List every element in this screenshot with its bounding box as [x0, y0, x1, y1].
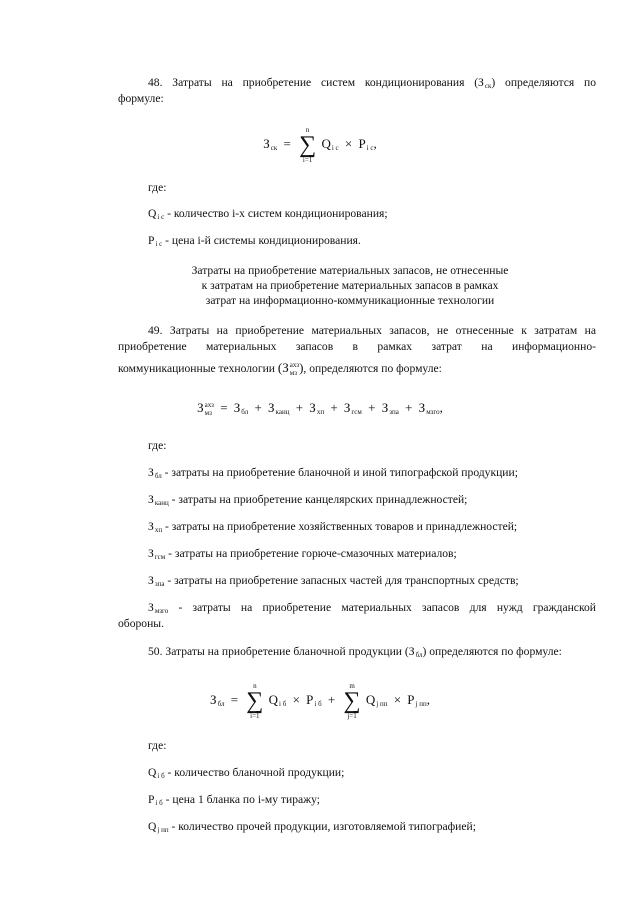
formula-50: $З_{бл}$ = n ∑ i=1 $Q_{i б} \times P_{i б}$ + m ∑ j=1 $Q_{j пп} \times P_{j пп}$,	[210, 682, 430, 720]
term-kanc: $З_{канц}$	[268, 400, 290, 416]
definition-z-zpa: $З_{зпа}$ - затраты на приобретение запасных частей для транспортных средств;	[148, 574, 519, 588]
section-heading: Затраты на приобретение материальных запасов, не отнесенные к затратам на приобретение материальных запасов в рамках затрат на информационно-коммуникационные технологии	[191, 264, 509, 307]
formula-49-lhs: З ахз мз	[197, 400, 214, 418]
sum-symbol: n ∑ i=1	[299, 126, 317, 164]
definition-q-ib: $Q_{i б}$ - количество бланочной продукции;	[148, 766, 345, 780]
paragraph-50: 50. Затраты на приобретение бланочной продукции $(З_{бл})$ определяются по формуле:	[148, 645, 562, 659]
term-zpa: $З_{зпа}$	[381, 400, 399, 416]
definition-z-mzgo-cont: обороны.	[118, 617, 164, 630]
sum-symbol-j: m ∑ j=1	[343, 682, 361, 720]
formula-49: З ахз мз = $З_{бл} + З_{канц} + З_{хп} + З_{гсм} + З_{зпа} + З_{мзго}$,	[197, 400, 443, 418]
paragraph-48-line2: формуле:	[118, 92, 164, 105]
paragraph-49-line1: 49. Затраты на приобретение материальных запасов, не отнесенные к затратам на	[148, 324, 596, 337]
definition-q-jpp: $Q_{j пп}$ - количество прочей продукции, изготовляемой типографией;	[148, 820, 476, 834]
definition-q-ic: $Q_{i с}$ - количество i-х систем кондиционирования;	[148, 207, 388, 221]
definition-p-ib: $P_{i б}$ - цена 1 бланка по i-му тиражу;	[148, 793, 321, 807]
formula-48: $З_{ск}$ = n ∑ i=1 $Q_{i с} \times P_{i с}$,	[263, 126, 377, 164]
formula-48-lhs: $З_{ск}$	[263, 135, 278, 152]
paragraph-49-line2: приобретение материальных запасов в рамках затрат на информационно-	[118, 340, 596, 353]
term-bl: $З_{бл}$	[233, 400, 249, 416]
definition-z-kanc: $З_{канц}$ - затраты на приобретение канцелярских принадлежностей;	[148, 493, 468, 507]
term-mzgo: $З_{мзго}$	[418, 400, 440, 416]
where-label-3: где:	[148, 739, 167, 752]
definition-p-ic: $P_{i с}$ - цена i-й системы кондиционирования.	[148, 234, 361, 248]
sum-symbol-i: n ∑ i=1	[246, 682, 264, 720]
term-hp: $З_{хп}$	[309, 400, 325, 416]
definition-z-hp: $З_{хп}$ - затраты на приобретение хозяйственных товаров и принадлежностей;	[148, 520, 518, 534]
definition-z-bl: $З_{бл}$ - затраты на приобретение бланочной и иной типографской продукции;	[148, 466, 518, 480]
paragraph-48-line1: 48. Затраты на приобретение систем кондиционирования $(З_{ск})$ определяются по	[148, 76, 596, 90]
definition-z-gsm: $З_{гсм}$ - затраты на приобретение горюче-смазочных материалов;	[148, 547, 457, 561]
definition-z-mzgo: $З_{мзго}$ - затраты на приобретение материальных запасов для нужд гражданской	[148, 601, 596, 615]
where-label-2: где:	[148, 439, 167, 452]
term-gsm: $З_{гсм}$	[343, 400, 362, 416]
where-label-1: где:	[148, 181, 167, 194]
paragraph-49-line3: коммуникационные технологии (З ахз мз ), определяются по формуле:	[118, 360, 442, 378]
